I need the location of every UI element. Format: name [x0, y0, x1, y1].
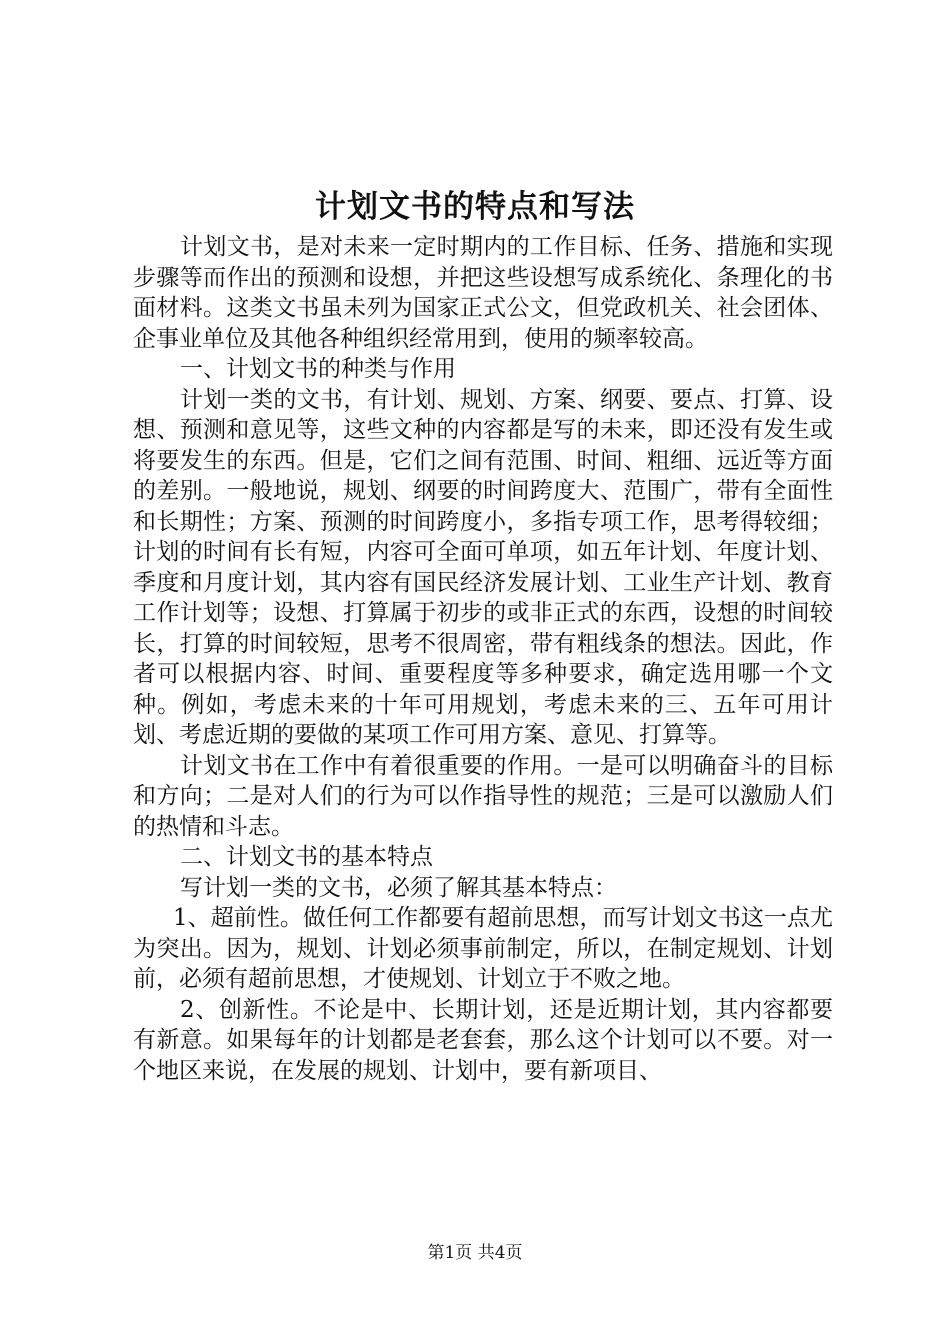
paragraph-types: 计划一类的文书，有计划、规划、方案、纲要、要点、打算、设想、预测和意见等，这些文种的内容都是写的未来，即还没有发生或将要发生的东西。但是，它们之间有范围、时间、粗细、远近等方面的差别。一般地说，规划、纲要的时间跨度大、范围广，带有全面性和长期性；方案、预测的时间跨度小，多指专项工作，思考得较细；计划的时间有长有短，内容可全面可单项，如五年计划、年度计划、季度和月度计划，其内容有国民经济发展计划、工业生产计划、教育工作计划等；设想、打算属于初步的或非正式的东西，设想的时间较长，打算的时间较短，思考不很周密，带有粗线条的想法。因此，作者可以根据内容、时间、重要程度等多种要求，确定选用哪一个文种。例如，考虑未来的十年可用规划，考虑未来的三、五年可用计划、考虑近期的要做的某项工作可用方案、意见、打算等。: [133, 386, 833, 748]
section-heading-1: 一、计划文书的种类与作用: [180, 356, 456, 382]
paragraph-role: 计划文书在工作中有着很重要的作用。一是可以明确奋斗的目标和方向；二是对人们的行为可以作指导性的规范；三是可以激励人们的热情和斗志。: [133, 752, 833, 840]
section-heading-2: 二、计划文书的基本特点: [180, 844, 433, 870]
paragraph-feature-1: 1、超前性。做任何工作都要有超前思想，而写计划文书这一点尤为突出。因为，规划、计划必须事前制定，所以，在制定规划、计划前，必须有超前思想，才使规划、计划立于不败之地。: [133, 905, 833, 992]
document-body: [133, 232, 833, 1086]
document-title: 计划文书的特点和写法: [315, 189, 635, 225]
page-footer: 第1页 共4页: [427, 1243, 523, 1263]
paragraph-intro: 计划文书，是对未来一定时期内的工作目标、任务、措施和实现步骤等而作出的预测和设想，并把这些设想写成系统化、条理化的书面材料。这类文书虽未列为国家正式公文，但党政机关、社会团体、企事业单位及其他各种组织经常用到，使用的频率较高。: [133, 234, 833, 352]
paragraph-feature-2: 2、创新性。不论是中、长期计划，还是近期计划，其内容都要有新意。如果每年的计划都是老套套，那么这个计划可以不要。对一个地区来说，在发展的规划、计划中，要有新项目、: [133, 996, 833, 1084]
paragraph-features-intro: 写计划一类的文书，必须了解其基本特点：: [180, 874, 617, 901]
